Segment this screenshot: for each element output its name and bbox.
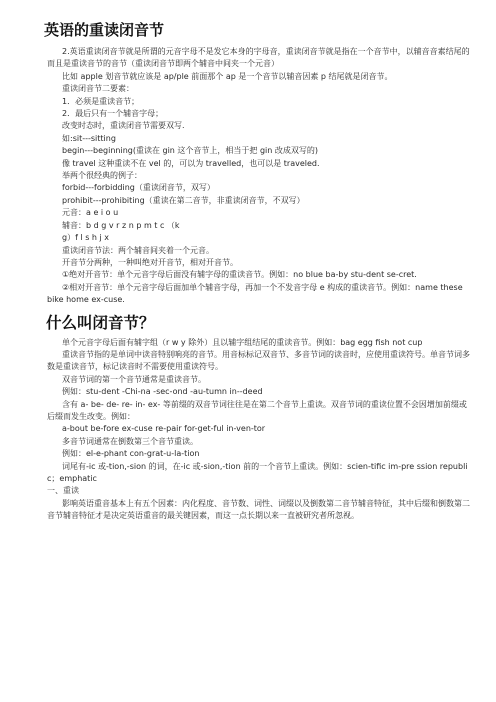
paragraph: 影响英语重音基本上有五个因素：内化程度、音节数、词性、词缀以及倒数第二音节辅音特征，其中后缀和倒数第二音节辅音特征才是决定英语重音的最关键因素，而这一点长期以来一直被研究者所忽视。 (47, 498, 470, 521)
paragraph: 改变时态时，重读闭音节需要双写. (62, 121, 185, 131)
paragraph: 辅音：b d g v r z n p m t c （k (62, 220, 180, 230)
paragraph: forbid---forbidding（重读闭音节，双写） (62, 183, 215, 193)
paragraph: 举两个很经典的例子： (62, 171, 142, 181)
paragraph: begin---beginning(重读在 gin 这个音节上，相当于把 gin 改成双写的) (62, 146, 318, 156)
paragraph: prohibit---prohibiting（重读在第二音节，非重读闭音节，不双写） (62, 195, 305, 205)
paragraph: 2．最后只有一个辅音字母； (62, 109, 164, 119)
paragraph: a-bout be-fore ex-cuse re-pair for-get-ful in-ven-tor (62, 424, 266, 434)
paragraph: ①绝对开音节：单个元音字母后面没有辅字母的重读音节。例如：no blue ba-by stu-dent se-cret. (62, 270, 417, 280)
document-title: 英语的重读闭音节 (44, 21, 165, 39)
paragraph: g）f l s h j x (62, 233, 110, 243)
paragraph: 像 travel 这种重读不在 vel 的，可以为 travelled，也可以是 traveled. (62, 158, 320, 168)
paragraph: 多音节词通常在倒数第三个音节重读。 (62, 436, 198, 446)
paragraph: 单个元音字母后面有辅字组（r w y 除外）且以辅字组结尾的重读音节。例如：bag egg fish not cup (62, 337, 423, 347)
paragraph: 重读闭音节二要素： (62, 84, 134, 94)
paragraph: ②相对开音节：单个元音字母后面加单个辅音字母，再加一个不发音字母 e 构成的重读音节。例如：name these bike home ex-cuse. (47, 282, 463, 305)
paragraph: 例如：el-e-phant con-grat-u-la-tion (62, 449, 200, 459)
paragraph: 重读音节指的是单词中读音特别响亮的音节。用音标标记双音节、多音节词的读音时，应使用重读符号。单音节词多数是重读音节，标记读音时不需要使用重读符号。 (47, 349, 470, 372)
paragraph: 2.英语重读闭音节就是所谓的元音字母不是发它本身的字母音，重读闭音节就是指在一个音节中，以辅音音素结尾的而且是重读音节的音节（重读闭音节即两个辅音中间夹一个元音） (47, 47, 470, 69)
paragraph: 一、重读 (47, 486, 79, 496)
paragraph: 例如：stu-dent -Chi-na -sec-ond -au-tumn in--deed (62, 387, 263, 397)
paragraph: 1．必须是重读音节； (62, 96, 140, 106)
paragraph: 如:sit---sitting (62, 133, 116, 143)
paragraph: 双音节词的第一个音节通常是重读音节。 (62, 374, 206, 384)
paragraph: 比如 apple 划音节就应该是 ap/ple 前面那个 ap 是一个音节以辅音因素 p 结尾就是闭音节。 (62, 71, 393, 81)
paragraph: 重读闭音节法：两个辅音间夹着一个元音。 (62, 245, 214, 255)
paragraph: 词尾有-ic 或-tion,-sion 的词，在-ic 或-sion,-tion 前的一个音节上重读。例如：scien-tific im-pre ssion republic；emphatic (47, 461, 468, 483)
section-heading: 什么叫闭音节？ (46, 313, 155, 332)
paragraph: 元音：a e i o u (62, 208, 119, 218)
paragraph: 含有 a- be- de- re- in- ex- 等前缀的双音节词往往是在第二个音节上重读。双音节词的重读位置不会因增加前缀或后缀而发生改变。例如： (47, 399, 467, 421)
paragraph: 开音节分两种，一种叫绝对开音节，相对开音节。 (62, 257, 238, 267)
